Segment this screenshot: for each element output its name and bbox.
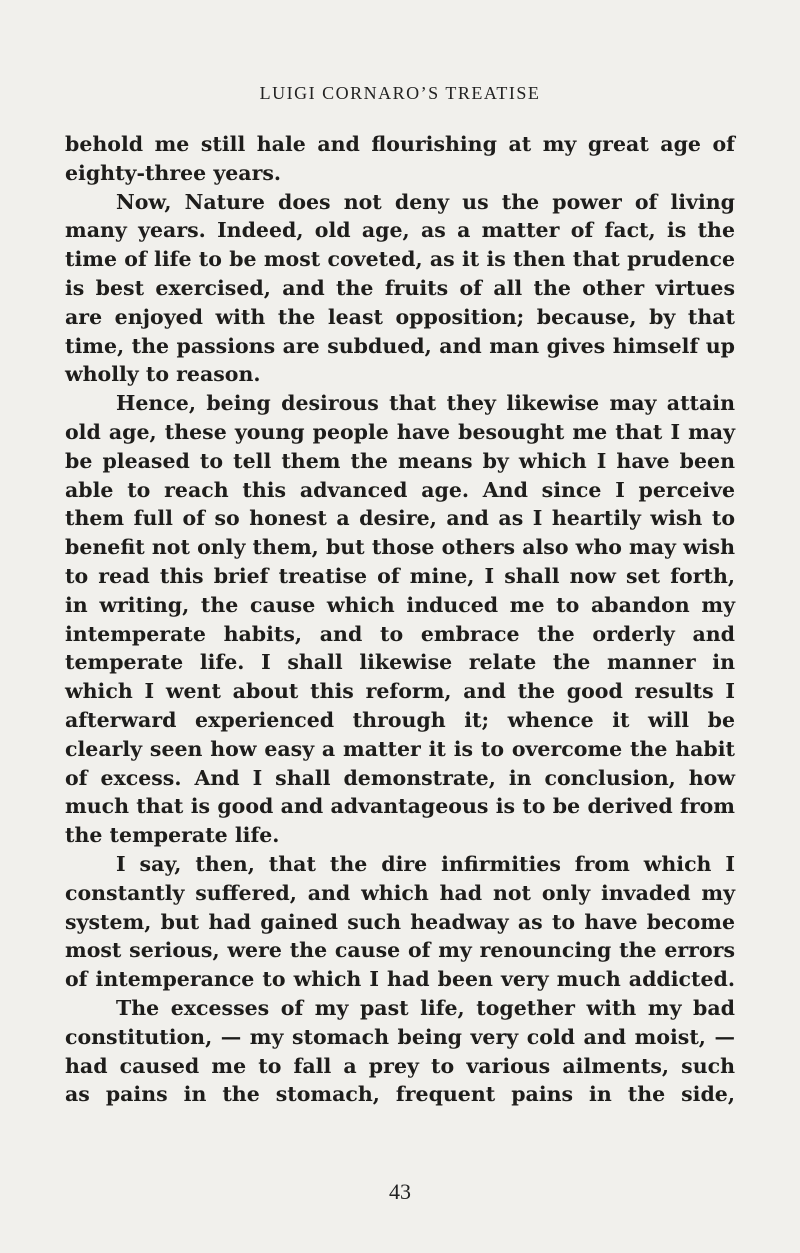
body-text: [65, 130, 735, 1109]
text-line: temperate life. I shall likewise relate the manner in: [65, 650, 735, 675]
text-line: many years. Indeed, old age, as a matter of fact, is the: [65, 218, 735, 243]
text-line: eighty-three years.: [65, 160, 282, 185]
running-head: LUIGI CORNARO’S TREATISE: [259, 83, 541, 103]
text-line: time of life to be most coveted, as it is then that prudence: [65, 247, 735, 272]
page-number: 43: [389, 1179, 411, 1204]
text-line: benefit not only them, but those others also who may wish: [65, 535, 735, 560]
text-line: to read this brief treatise of mine, I shall now set forth,: [65, 563, 735, 588]
text-line: I say, then, that the dire infirmities from which I: [116, 851, 735, 876]
text-line: Now, Nature does not deny us the power of living: [116, 189, 735, 214]
text-line: most serious, were the cause of my renouncing the errors: [65, 938, 735, 963]
text-line: afterward experienced through it; whence it will be: [65, 707, 735, 732]
text-line: constantly suffered, and which had not only invaded my: [65, 880, 735, 905]
text-line: is best exercised, and the fruits of all the other virtues: [65, 275, 735, 300]
text-line: The excesses of my past life, together with my bad: [116, 995, 735, 1020]
text-line: as pains in the stomach, frequent pains in the side,: [65, 1082, 735, 1107]
text-line: are enjoyed with the least opposition; because, by that: [65, 304, 735, 329]
text-line: of intemperance to which I had been very much addicted.: [65, 967, 735, 992]
text-line: wholly to reason.: [65, 362, 261, 387]
text-line: intemperate habits, and to embrace the orderly and: [65, 621, 735, 646]
text-line: had caused me to fall a prey to various ailments, such: [65, 1053, 735, 1078]
text-line: old age, these young people have besought me that I may: [65, 419, 735, 444]
text-line: Hence, being desirous that they likewise may attain: [116, 391, 735, 416]
text-line: system, but had gained such headway as to have become: [65, 909, 735, 934]
text-line: be pleased to tell them the means by which I have been: [65, 448, 735, 473]
text-line: them full of so honest a desire, and as I heartily wish to: [65, 506, 735, 531]
text-line: in writing, the cause which induced me to abandon my: [65, 592, 735, 617]
text-line: able to reach this advanced age. And since I perceive: [65, 477, 735, 502]
text-line: behold me still hale and flourishing at my great age of: [65, 132, 735, 156]
text-line: clearly seen how easy a matter it is to overcome the habit: [65, 736, 735, 761]
text-line: time, the passions are subdued, and man gives himself up: [65, 333, 735, 358]
text-line: the temperate life.: [65, 823, 280, 848]
text-line: which I went about this reform, and the good results I: [65, 679, 735, 704]
text-line: much that is good and advantageous is to be derived from: [65, 794, 735, 819]
text-line: constitution, — my stomach being very cold and moist, —: [65, 1024, 735, 1049]
text-line: of excess. And I shall demonstrate, in conclusion, how: [65, 765, 735, 790]
